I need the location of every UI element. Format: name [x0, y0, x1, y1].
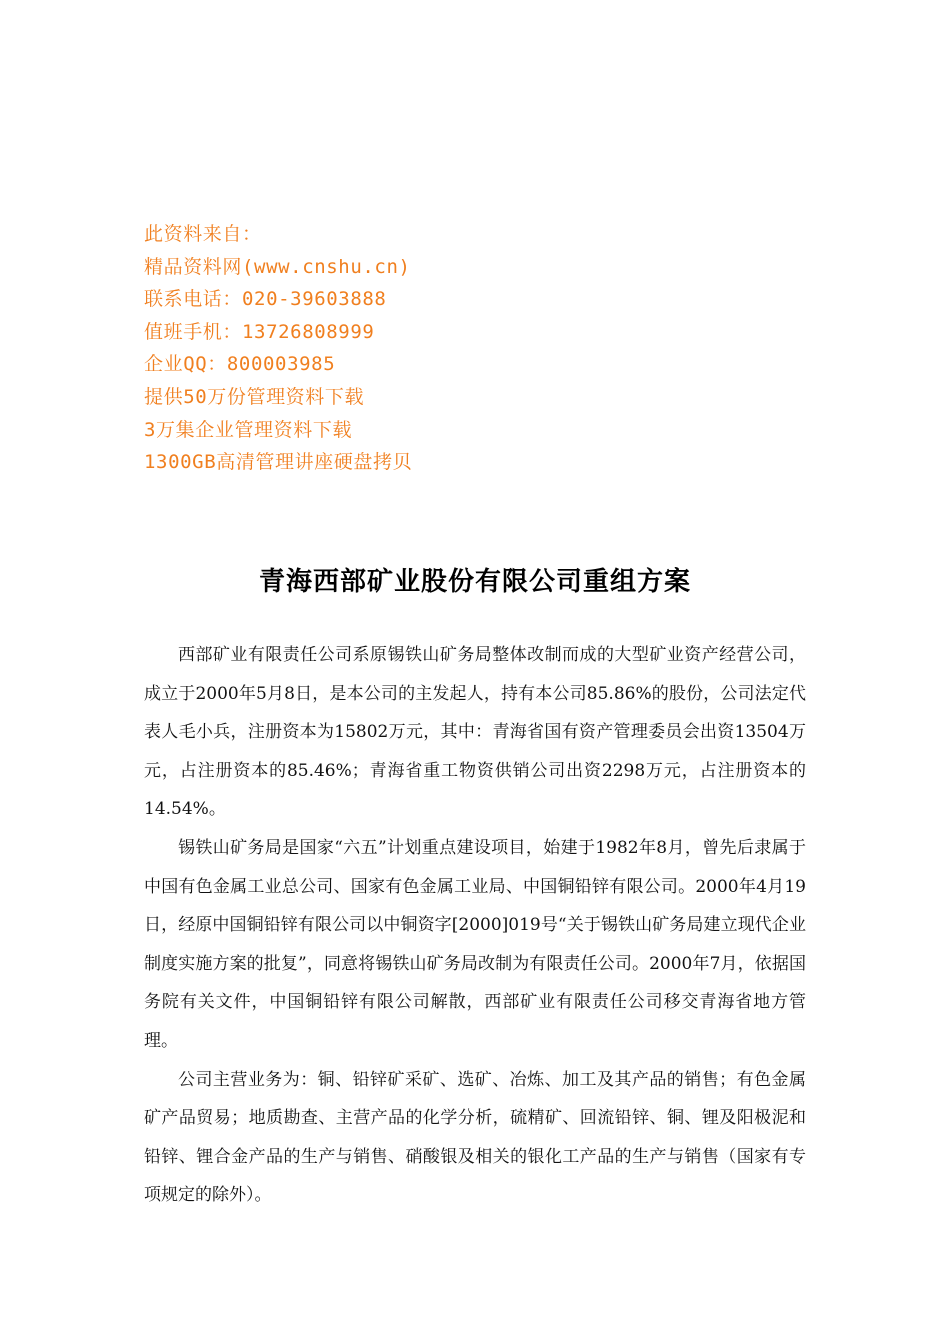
- phone-line: 联系电话：020-39603888: [144, 288, 387, 311]
- source-info-line: 此资料来自：: [144, 223, 262, 245]
- paragraph-history: 锡铁山矿务局是国家“六五”计划重点建设项目，始建于1982年8月，曾先后隶属于中国有色金属工业总公司、国家有色金属工业局、中国铜铅锌有限公司。2000年4月19日，经原中国铜铅锌有限公司以中铜资字[2000]019号“关于锡铁山矿务局建立现代企业制度实施方案的批复”，同意将锡铁山矿务局改制为有限责任公司。2000年7月，依据国务院有关文件，中国铜铅锌有限公司解散，西部矿业有限责任公司移交青海省地方管理。: [144, 837, 806, 1051]
- source-info-block: [144, 218, 744, 479]
- website-line: 精品资料网(www.cnshu.cn): [144, 255, 411, 278]
- promo-line-videos: 3万集企业管理资料下载: [144, 418, 353, 441]
- paragraph-business-scope: 公司主营业务为：铜、铅锌矿采矿、选矿、冶炼、加工及其产品的销售；有色金属矿产品贸易；地质勘查、主营产品的化学分析，硫精矿、回流铅锌、铜、锂及阳极泥和铅锌、锂合金产品的生产与销售、硝酸银及相关的银化工产品的生产与销售（国家有专项规定的除外）。: [144, 1069, 806, 1206]
- promo-line-documents: 提供50万份管理资料下载: [144, 385, 365, 408]
- promo-line-lectures: 1300GB高清管理讲座硬盘拷贝: [144, 451, 413, 474]
- paragraph-company-overview: 西部矿业有限责任公司系原锡铁山矿务局整体改制而成的大型矿业资产经营公司，成立于2000年5月8日，是本公司的主发起人，持有本公司85.86%的股份，公司法定代表人毛小兵，注册资本为15802万元，其中：青海省国有资产管理委员会出资13504万元，占注册资本的85.46%；青海省重工物资供销公司出资2298万元，占注册资本的14.54%。: [144, 645, 806, 820]
- document-body: [144, 636, 806, 1215]
- document-title: 青海西部矿业股份有限公司重组方案: [258, 567, 691, 597]
- mobile-line: 值班手机：13726808999: [144, 320, 375, 343]
- qq-line: 企业QQ：800003985: [144, 353, 336, 376]
